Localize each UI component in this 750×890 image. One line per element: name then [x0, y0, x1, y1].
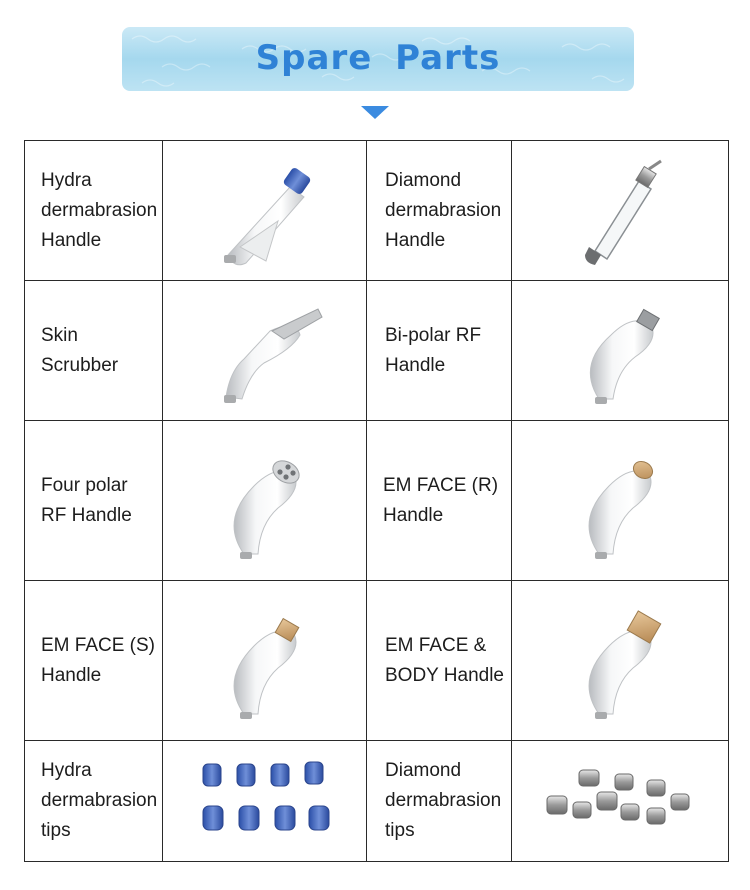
down-arrow-icon	[361, 106, 389, 119]
diamond-tips-icon	[512, 741, 729, 862]
part-label: Diamond dermabrasion Handle	[367, 141, 512, 281]
part-label: Diamond dermabrasion tips	[367, 741, 512, 862]
part-label: Hydra dermabrasion Handle	[25, 141, 163, 281]
part-label: EM FACE (R) Handle	[367, 421, 512, 581]
table-row	[25, 741, 729, 862]
diamond-handle-icon	[512, 141, 729, 281]
title-banner	[122, 27, 634, 91]
spare-parts-table	[24, 140, 729, 862]
part-label: EM FACE (S) Handle	[25, 581, 163, 741]
bipolar-rf-handle-icon	[512, 281, 729, 421]
part-label: Skin Scrubber	[25, 281, 163, 421]
em-face-s-handle-icon	[163, 581, 367, 741]
page-title: Spare Parts	[255, 38, 501, 78]
em-face-r-handle-icon	[512, 421, 729, 581]
part-label: Four polar RF Handle	[25, 421, 163, 581]
hydra-handle-icon	[163, 141, 367, 281]
part-label: Bi-polar RF Handle	[367, 281, 512, 421]
table-row	[25, 421, 729, 581]
part-label: Hydra dermabrasion tips	[25, 741, 163, 862]
table-row	[25, 281, 729, 421]
four-polar-rf-handle-icon	[163, 421, 367, 581]
table-row	[25, 141, 729, 281]
table-row	[25, 581, 729, 741]
skin-scrubber-icon	[163, 281, 367, 421]
hydra-tips-icon	[163, 741, 367, 862]
em-face-body-handle-icon	[512, 581, 729, 741]
part-label: EM FACE & BODY Handle	[367, 581, 512, 741]
